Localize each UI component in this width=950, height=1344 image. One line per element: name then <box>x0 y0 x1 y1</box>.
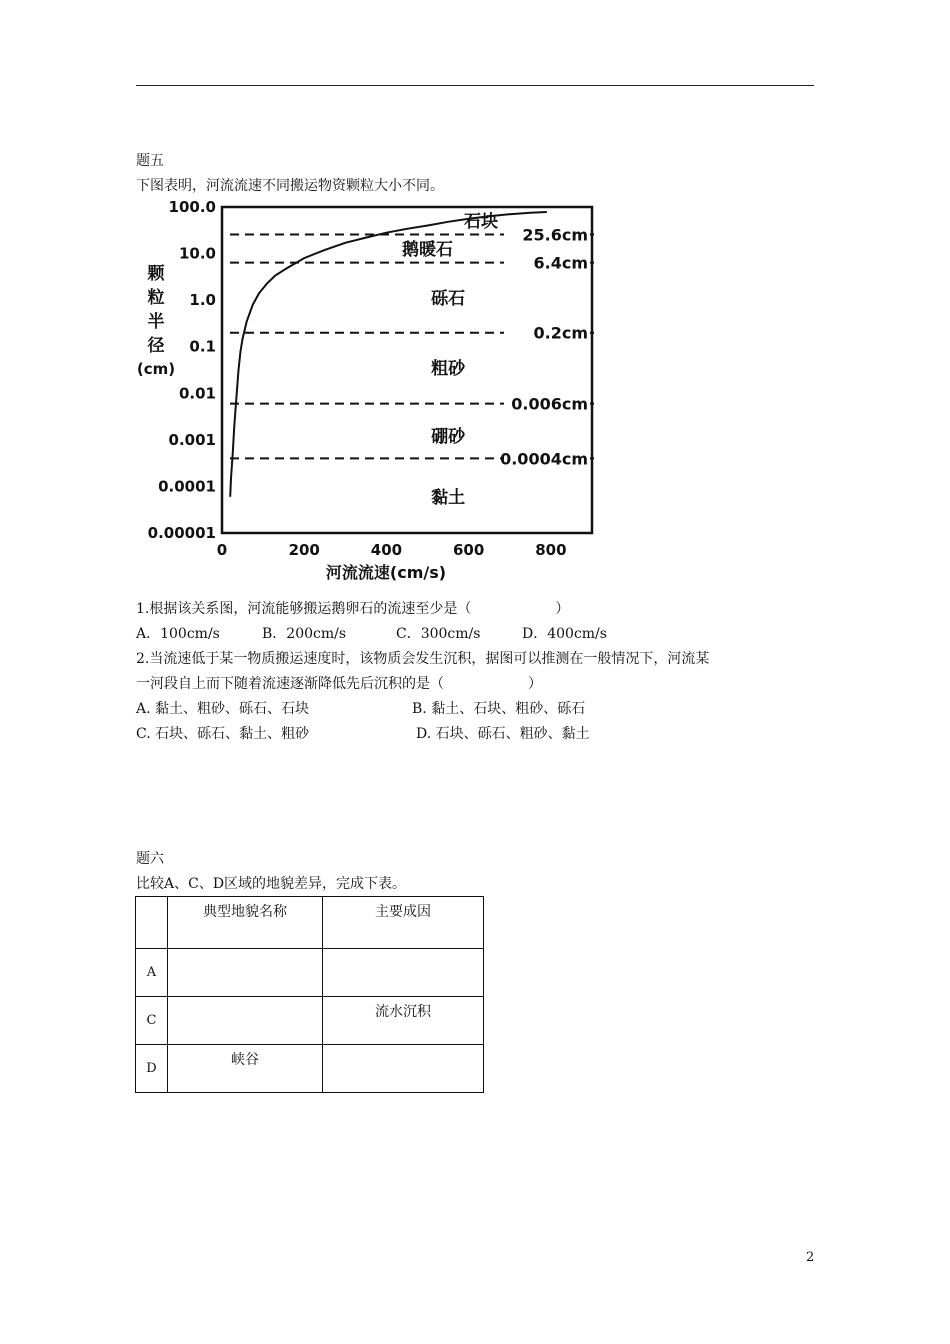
threshold-labels <box>500 225 588 469</box>
velocity-grain-chart <box>136 195 596 590</box>
x-tick-label: 400 <box>370 541 403 559</box>
y-axis-title <box>137 263 175 378</box>
q2-option-b: B. 黏土、石块、粗砂、砾石 <box>412 701 586 717</box>
y-axis-label-char: (cm) <box>136 360 176 378</box>
threshold-label: 0.0004cm <box>500 449 588 469</box>
q1-option-a: A．100cm/s <box>136 626 220 642</box>
cell-landform <box>168 997 323 1045</box>
y-tick-label: 100.0 <box>168 198 216 216</box>
table-header-landform: 典型地貌名称 <box>168 897 323 949</box>
section6-heading: 题六 <box>136 851 164 867</box>
row-label: C <box>136 997 168 1045</box>
y-tick-label: 0.00001 <box>147 524 216 542</box>
y-axis-label-char: 粒 <box>147 288 165 308</box>
header-rule <box>136 85 814 86</box>
q2-option-c: C. 石块、砾石、黏土、粗砂 <box>136 726 310 742</box>
zone-label: 黏土 <box>431 487 466 508</box>
y-axis-label-char: 半 <box>147 312 165 332</box>
zone-labels <box>402 211 498 508</box>
section5-intro: 下图表明，河流流速不同搬运物资颗粒大小不同。 <box>136 178 444 194</box>
question-2-line2: 一河段自上而下随着流速逐渐降低先后沉积的是（ ） <box>136 676 542 692</box>
y-tick-label: 0.0001 <box>158 477 216 496</box>
q2-option-a: A. 黏土、粗砂、砾石、石块 <box>136 701 310 717</box>
x-tick-label: 600 <box>453 541 485 559</box>
table-header-corner <box>136 897 168 949</box>
threshold-label: 0.006cm <box>511 394 588 414</box>
table-row <box>136 997 484 1045</box>
x-tick-label: 800 <box>535 541 567 559</box>
row-label: A <box>136 949 168 997</box>
x-tick-labels <box>217 541 567 559</box>
table-row <box>136 1045 484 1093</box>
q1-option-d: D．400cm/s <box>522 626 607 642</box>
y-tick-label: 10.0 <box>178 244 216 263</box>
q1-option-b: B．200cm/s <box>262 626 347 642</box>
section5-heading: 题五 <box>136 153 164 169</box>
cell-cause: 流水沉积 <box>323 997 484 1045</box>
landform-table <box>135 896 484 1093</box>
y-axis-label-char: 径 <box>147 336 165 356</box>
table-header-cause: 主要成因 <box>323 897 484 949</box>
zone-label: 鹅暖石 <box>402 240 454 261</box>
zone-label: 石块 <box>464 212 498 233</box>
zone-label: 粗砂 <box>431 358 466 379</box>
question-2-line1: 2.当流速低于某一物质搬运速度时，该物质会发生沉积，据图可以推测在一般情况下，河流某 <box>136 651 710 667</box>
y-tick-label: 0.001 <box>168 430 216 449</box>
x-tick-label: 200 <box>288 541 320 559</box>
y-axis-label-char: 颗 <box>147 264 165 284</box>
x-axis-title: 河流流速(cm/s) <box>325 563 447 582</box>
x-tick-label: 0 <box>216 541 228 559</box>
table-row <box>136 949 484 997</box>
section6-intro: 比较A、C、D区域的地貌差异，完成下表。 <box>136 876 407 892</box>
cell-cause <box>323 949 484 997</box>
y-tick-label: 1.0 <box>189 291 216 310</box>
question-1: 1.根据该关系图，河流能够搬运鹅卵石的流速至少是（ ） <box>136 601 570 617</box>
cell-cause <box>323 1045 484 1093</box>
cell-landform <box>168 949 323 997</box>
threshold-label: 0.2cm <box>533 323 588 343</box>
table-header-row <box>136 897 484 949</box>
threshold-label: 6.4cm <box>533 253 588 273</box>
y-tick-label: 0.01 <box>178 384 216 403</box>
page-number: 2 <box>806 1250 815 1265</box>
zone-label: 砾石 <box>431 289 466 310</box>
cell-landform: 峡谷 <box>168 1045 323 1093</box>
row-label: D <box>136 1045 168 1093</box>
y-tick-label: 0.1 <box>189 337 216 356</box>
zone-label: 硼砂 <box>431 427 466 448</box>
threshold-label: 25.6cm <box>522 225 588 245</box>
q2-option-d: D. 石块、砾石、粗砂、黏土 <box>416 726 590 742</box>
q1-option-c: C．300cm/s <box>396 626 481 642</box>
